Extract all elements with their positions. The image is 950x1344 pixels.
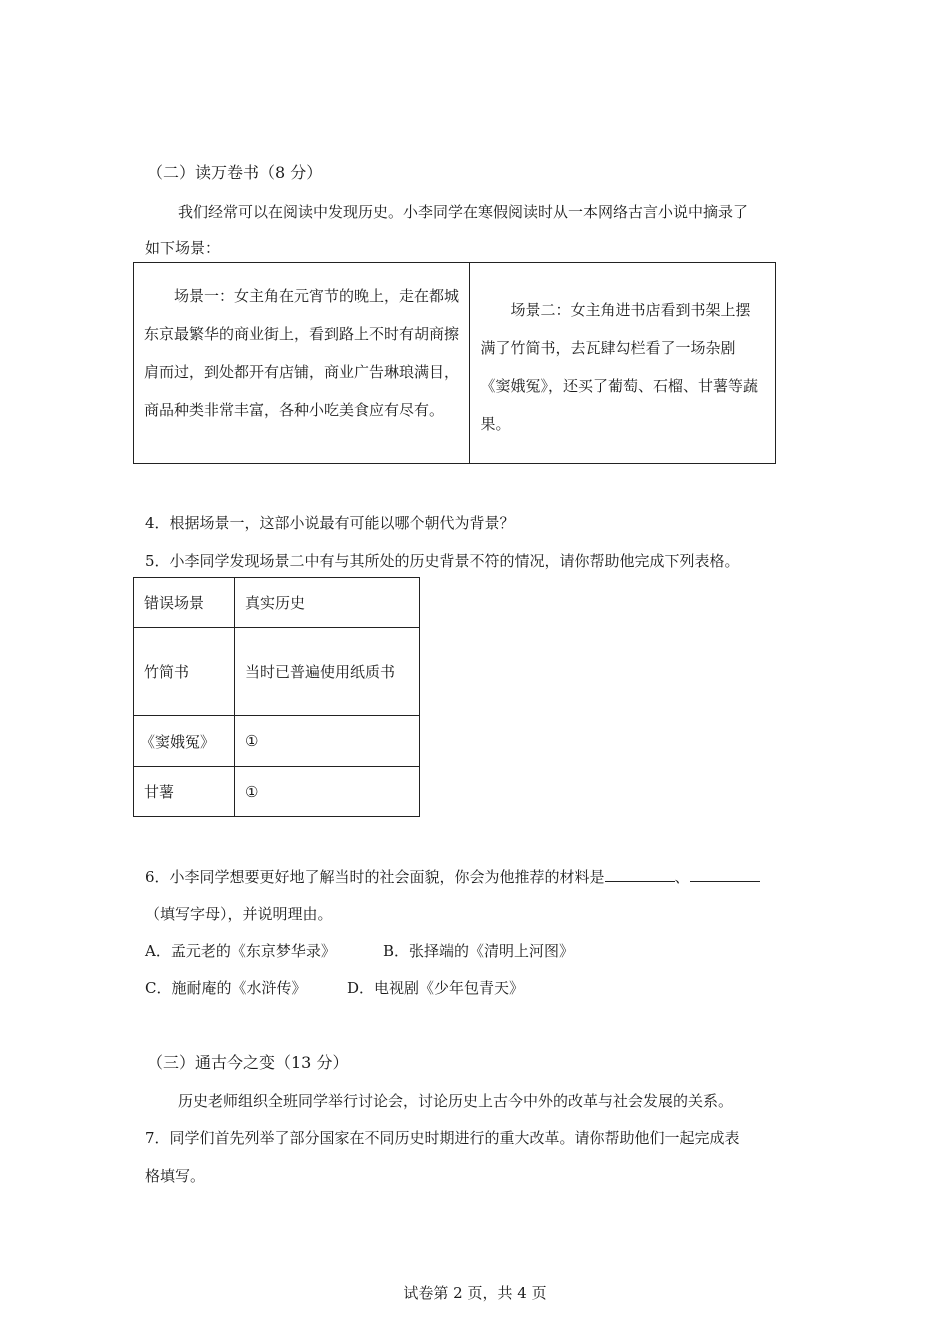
page-footer: 试卷第 2 页，共 4 页 <box>403 1284 547 1302</box>
table-cell: 《窦娥冤》 <box>134 716 235 767</box>
question-6-line2: （填写字母），并说明理由。 <box>145 905 333 923</box>
table-cell: 竹简书 <box>134 628 235 716</box>
section3-title: （三）通古今之变（13 分） <box>147 1053 349 1072</box>
table-row <box>134 628 420 716</box>
table-cell <box>235 628 420 716</box>
question-6-text: 6．小李同学想要更好地了解当时的社会面貌，你会为他推荐的材料是 <box>145 868 605 886</box>
question-6-line1 <box>145 866 760 887</box>
section3-intro: 历史老师组织全班同学举行讨论会，讨论历史上古今中外的改革与社会发展的关系。 <box>178 1092 734 1110</box>
table-cell: ① <box>235 767 420 817</box>
option-d: D．电视剧《少年包青天》 <box>347 979 525 997</box>
table-cell-text: 当时已普遍使用纸质书 <box>245 662 396 681</box>
scene1-text: 场景一：女主角在元宵节的晚上，走在都城东京最繁华的商业街上，看到路上不时有胡商擦肩而过，到处都开有店铺，商业广告琳琅满目，商品种类非常丰富，各种小吃美食应有尽有。 <box>134 263 470 463</box>
section2-intro-line1: 我们经常可以在阅读中发现历史。小李同学在寒假阅读时从一本网络古言小说中摘录了 <box>178 203 749 221</box>
table-cell: ① <box>235 716 420 767</box>
answer-blank[interactable] <box>605 867 675 882</box>
option-c: C．施耐庵的《水浒传》 <box>145 979 307 997</box>
table-row <box>134 716 420 767</box>
scene-box <box>133 262 776 464</box>
answer-blank[interactable] <box>690 867 760 882</box>
section2-title: （二）读万卷书（8 分） <box>147 163 323 182</box>
section2-intro-line2: 如下场景： <box>145 239 221 257</box>
question-4: 4．根据场景一，这部小说最有可能以哪个朝代为背景？ <box>145 514 515 532</box>
error-scene-table <box>133 577 420 817</box>
question-5: 5．小李同学发现场景二中有与其所处的历史背景不符的情况，请你帮助他完成下列表格。 <box>145 552 740 570</box>
scene2-text: 场景二：女主角进书店看到书架上摆满了竹简书，去瓦肆勾栏看了一场杂剧《窦娥冤》，还买了葡萄、石榴、甘薯等蔬果。 <box>480 301 758 433</box>
table-cell: 甘薯 <box>134 767 235 817</box>
option-a: A．孟元老的《东京梦华录》 <box>145 942 336 960</box>
table-header-cell: 错误场景 <box>134 578 235 628</box>
table-row <box>134 767 420 817</box>
blank-separator: 、 <box>674 868 690 886</box>
table-header-cell: 真实历史 <box>235 578 420 628</box>
question-7-line1: 7．同学们首先列举了部分国家在不同历史时期进行的重大改革。请你帮助他们一起完成表 <box>145 1129 740 1147</box>
table-header-row <box>134 578 420 628</box>
option-b: B．张择端的《清明上河图》 <box>383 942 575 960</box>
question-7-line2: 格填写。 <box>145 1167 206 1185</box>
